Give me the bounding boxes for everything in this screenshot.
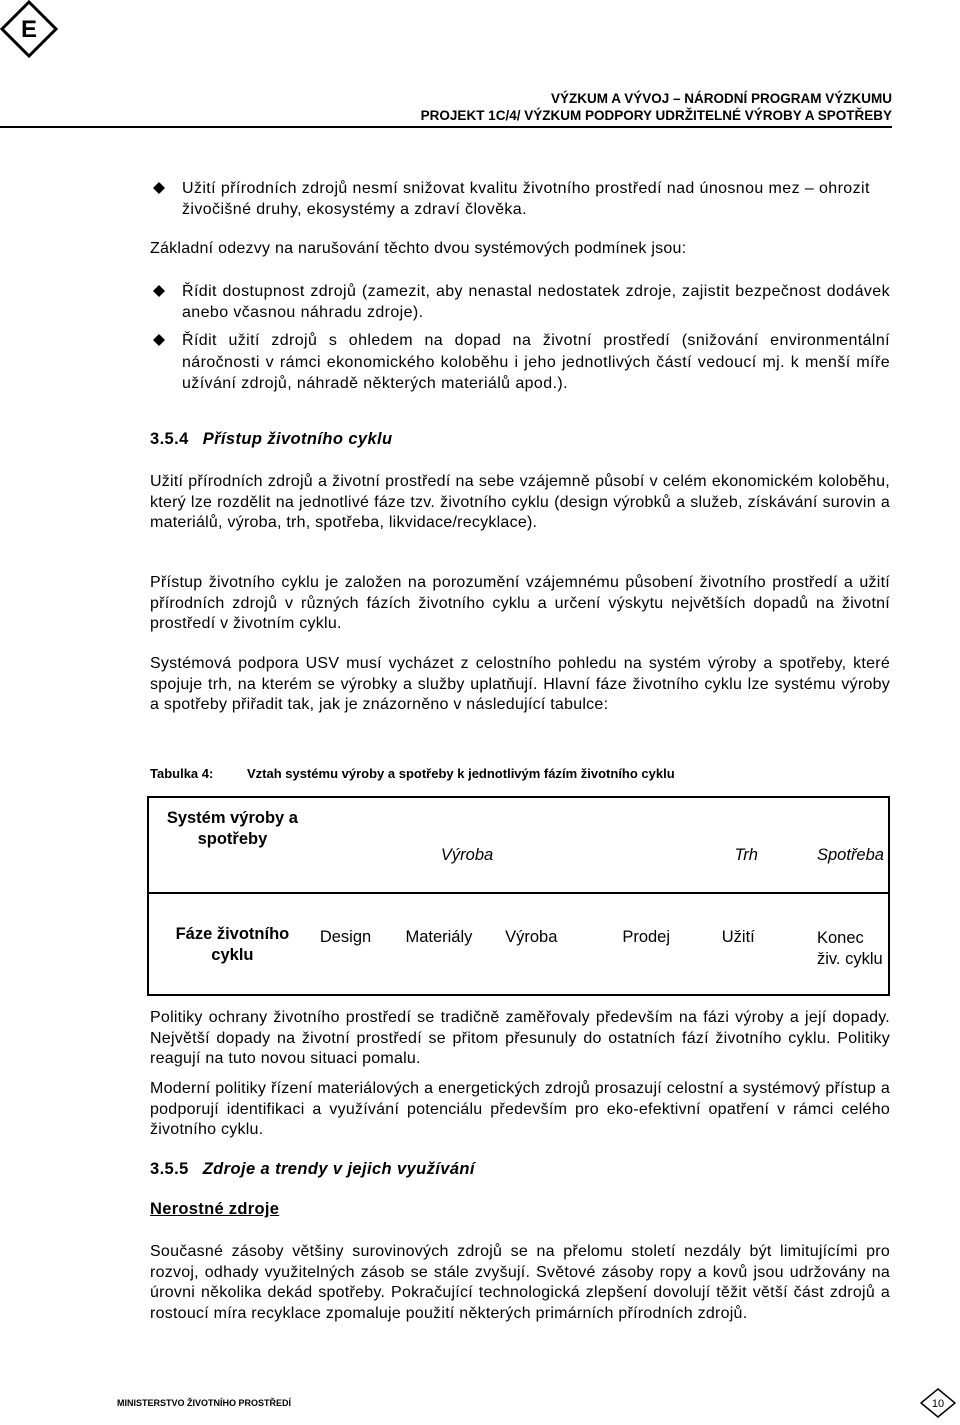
table-row (148, 797, 889, 893)
footer-ministry: MINISTERSTVO ŽIVOTNÍHO PROSTŘEDÍ (117, 1398, 292, 1408)
table-cell: Konec živ. cyklu (816, 929, 883, 968)
header-line-2: PROJEKT 1C/4/ VÝZKUM PODPORY UDRŽITELNÉ VÝROBY A SPOTŘEBY (420, 108, 892, 123)
table-cell: Materiály (405, 928, 473, 946)
table-cell: Výroba (316, 797, 619, 893)
subheading-nerostne-zdroje: Nerostné zdroje (150, 1200, 280, 1218)
intro-text: Základní odezvy na narušování těchto dvou systémových podmínek jsou: (150, 240, 687, 257)
bullet-list (150, 281, 890, 395)
bullet-item (150, 178, 890, 220)
lifecycle-table (147, 796, 890, 996)
section-title: Přístup životního cyklu (202, 430, 393, 448)
section-number: 3.5.5 (150, 1160, 189, 1178)
section-number: 3.5.4 (150, 430, 189, 448)
row-header: Systém výroby a spotřeby (148, 797, 316, 893)
section-heading-355 (150, 1160, 475, 1179)
diamond-bullet-icon (153, 334, 165, 346)
paragraph: Přístup životního cyklu je založen na porozumění vzájemnému působení životního prostředí a užití přírodních zdrojů v různých fázích životního cyklu a určení výskytu největších dopadů na životní prostředí v životním cyklu. (150, 574, 890, 632)
bullet-item (150, 330, 890, 395)
paragraph: Systémová podpora USV musí vycházet z celostního pohledu na systém výroby a spotřeby, které spojuje trh, na kterém se výrobky a služby uplatňují. Hlavní fáze životního cyklu lze systému výroby a spotřeby přiřadit tak, jak je znázorněno v následující tabulce: (150, 655, 890, 713)
header-rule (0, 126, 892, 128)
table-caption (150, 766, 675, 781)
page-number: 10 (931, 1398, 945, 1410)
logo-letter: E (20, 16, 38, 43)
header-line-1: VÝZKUM A VÝVOJ – NÁRODNÍ PROGRAM VÝZKUMU (550, 91, 892, 106)
paragraph: Politiky ochrany životního prostředí se tradičně zaměřovaly především na fázi výroby a její dopady. Největší dopady na životní prostředí se přitom přesunuly do ostatních fází životního cyklu. Politiky reagují na tuto novou situaci pomalu. (150, 1009, 890, 1067)
page-header (421, 90, 892, 124)
paragraph: Moderní politiky řízení materiálových a energetických zdrojů prosazují celostní a systémový přístup a podporují identifikaci a využívání potenciálu především pro eko-efektivní opatření v rámci celého životního cyklu. (150, 1080, 890, 1138)
logo-e-icon (0, 0, 58, 58)
caption-text: Vztah systému výroby a spotřeby k jednotlivým fázím životního cyklu (247, 766, 675, 781)
table-cell: Design (319, 928, 372, 946)
table-cell: Prodej (622, 928, 671, 946)
diamond-bullet-icon (153, 182, 165, 194)
bullet-text: Řídit dostupnost zdrojů (zamezit, aby nenastal nedostatek zdroje, zajistit bezpečnost dodávek anebo včasnou náhradu zdroje). (182, 283, 890, 321)
table-cell: Užití (721, 928, 755, 946)
caption-label: Tabulka 4: (150, 766, 214, 781)
table-row (148, 893, 889, 995)
paragraph: Současné zásoby většiny surovinových zdrojů se na přelomu století nezdály být limitujícími pro rozvoj, odhady využitelných zásob se stále zvyšují. Světové zásoby ropy a kovů jsou udržovány na úrovni několika dekád spotřeby. Pokračující technologická zlepšení dovolují těžit větší část zdrojů a rostoucí míra recyklace zpomaluje použití některých primárních přírodních zdrojů. (150, 1243, 890, 1322)
table-cell: Trh (618, 797, 813, 893)
row-header: Fáze životního cyklu (175, 925, 290, 964)
section-title: Zdroje a trendy v jejich využívání (202, 1160, 475, 1178)
table-cell: Spotřeba (813, 797, 889, 893)
top-bullet (150, 178, 890, 220)
diamond-bullet-icon (153, 285, 165, 297)
bullet-item (150, 281, 890, 323)
bullet-text: Užití přírodních zdrojů nesmí snižovat kvalitu životního prostředí nad únosnou mez – ohrozit živočišné druhy, ekosystémy a zdraví člověka. (182, 180, 870, 218)
bullet-text: Řídit užití zdrojů s ohledem na dopad na životní prostředí (snižování environmentální náročnosti v rámci ekonomického koloběhu i jeho jednotlivých částí vedoucí mj. k menší míře užívání zdrojů, náhradě některých materiálů apod.). (182, 332, 890, 392)
paragraph: Užití přírodních zdrojů a životní prostředí na sebe vzájemně působí v celém ekonomickém koloběhu, který lze rozdělit na jednotlivé fáze tzv. životního cyklu (design výrobků a služeb, získávání surovin a materiálů, výroba, trh, spotřeba, likvidace/recyklace). (150, 473, 890, 531)
table-cell: Výroba (505, 928, 558, 946)
section-heading-354 (150, 430, 393, 449)
page-number-badge (920, 1388, 956, 1418)
